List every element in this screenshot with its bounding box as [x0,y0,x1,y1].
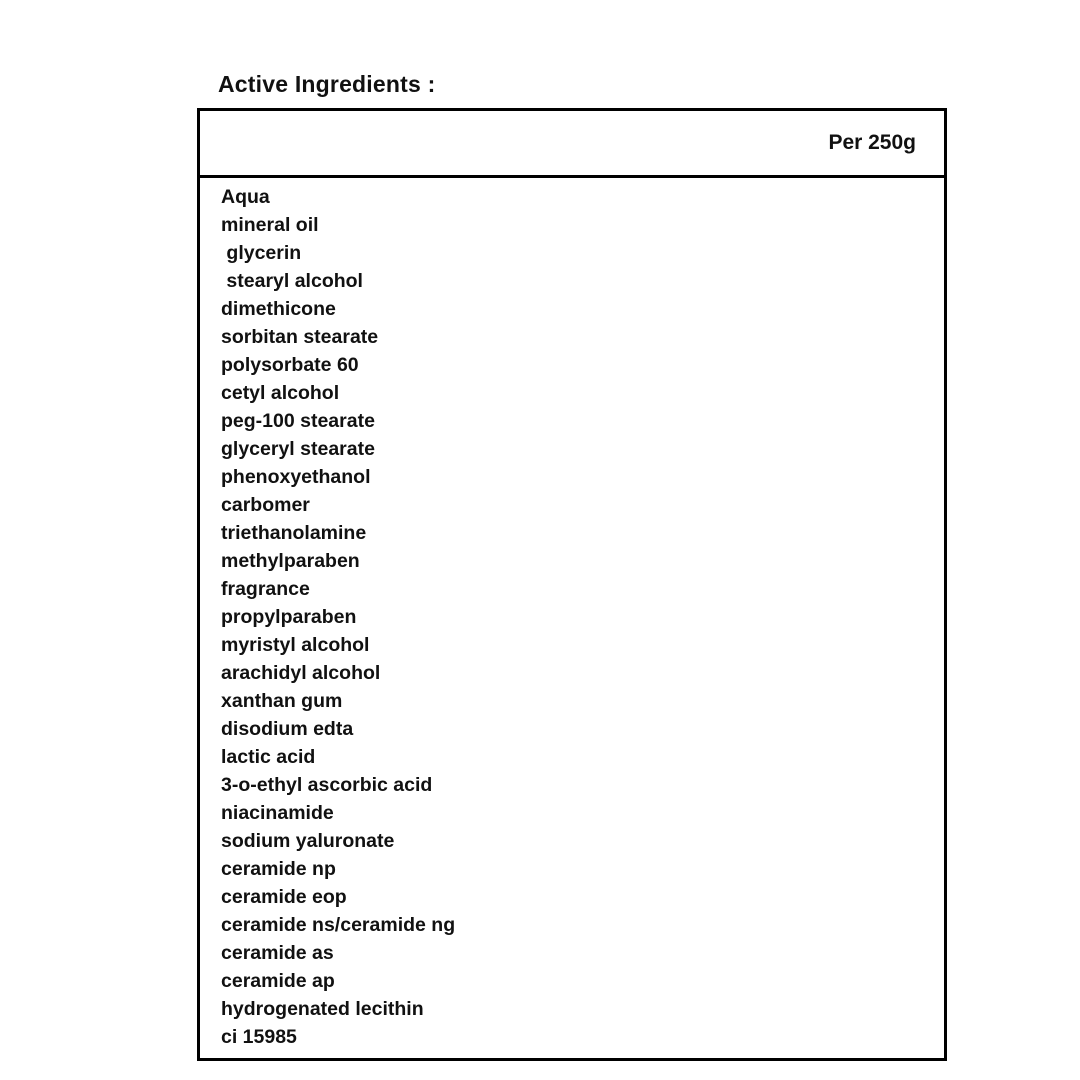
list-item: ceramide as [221,942,334,964]
list-item: sorbitan stearate [221,326,379,348]
list-item: methylparaben [221,550,360,572]
list-item: phenoxyethanol [221,466,371,488]
list-item: sodium yaluronate [221,830,395,852]
column-header-per-250g: Per 250g [828,131,916,154]
list-item: polysorbate 60 [221,354,359,376]
ingredients-table [197,108,947,1061]
list-item: disodium edta [221,718,354,740]
list-item: propylparaben [221,606,357,628]
list-item: niacinamide [221,802,334,824]
list-item: ceramide ap [221,970,335,992]
list-item: 3-o-ethyl ascorbic acid [221,774,433,796]
list-item: Aqua [221,186,270,208]
list-item: fragrance [221,578,310,600]
list-item: peg-100 stearate [221,410,375,432]
list-item: ceramide eop [221,886,347,908]
list-item: hydrogenated lecithin [221,998,424,1020]
list-item: glyceryl stearate [221,438,375,460]
list-item: triethanolamine [221,522,367,544]
list-item: ci 15985 [221,1026,297,1048]
list-item: stearyl alcohol [221,270,363,292]
page-title: Active Ingredients : [218,71,436,97]
list-item: ceramide np [221,858,336,880]
ingredient-list [200,178,944,1051]
list-item: glycerin [221,242,302,264]
list-item: carbomer [221,494,310,516]
list-item: ceramide ns/ceramide ng [221,914,456,936]
list-item: cetyl alcohol [221,382,340,404]
list-item: arachidyl alcohol [221,662,381,684]
list-item: myristyl alcohol [221,634,370,656]
list-item: dimethicone [221,298,336,320]
list-item: xanthan gum [221,690,343,712]
list-item: lactic acid [221,746,316,768]
list-item: mineral oil [221,214,319,236]
table-header-row [200,111,944,178]
